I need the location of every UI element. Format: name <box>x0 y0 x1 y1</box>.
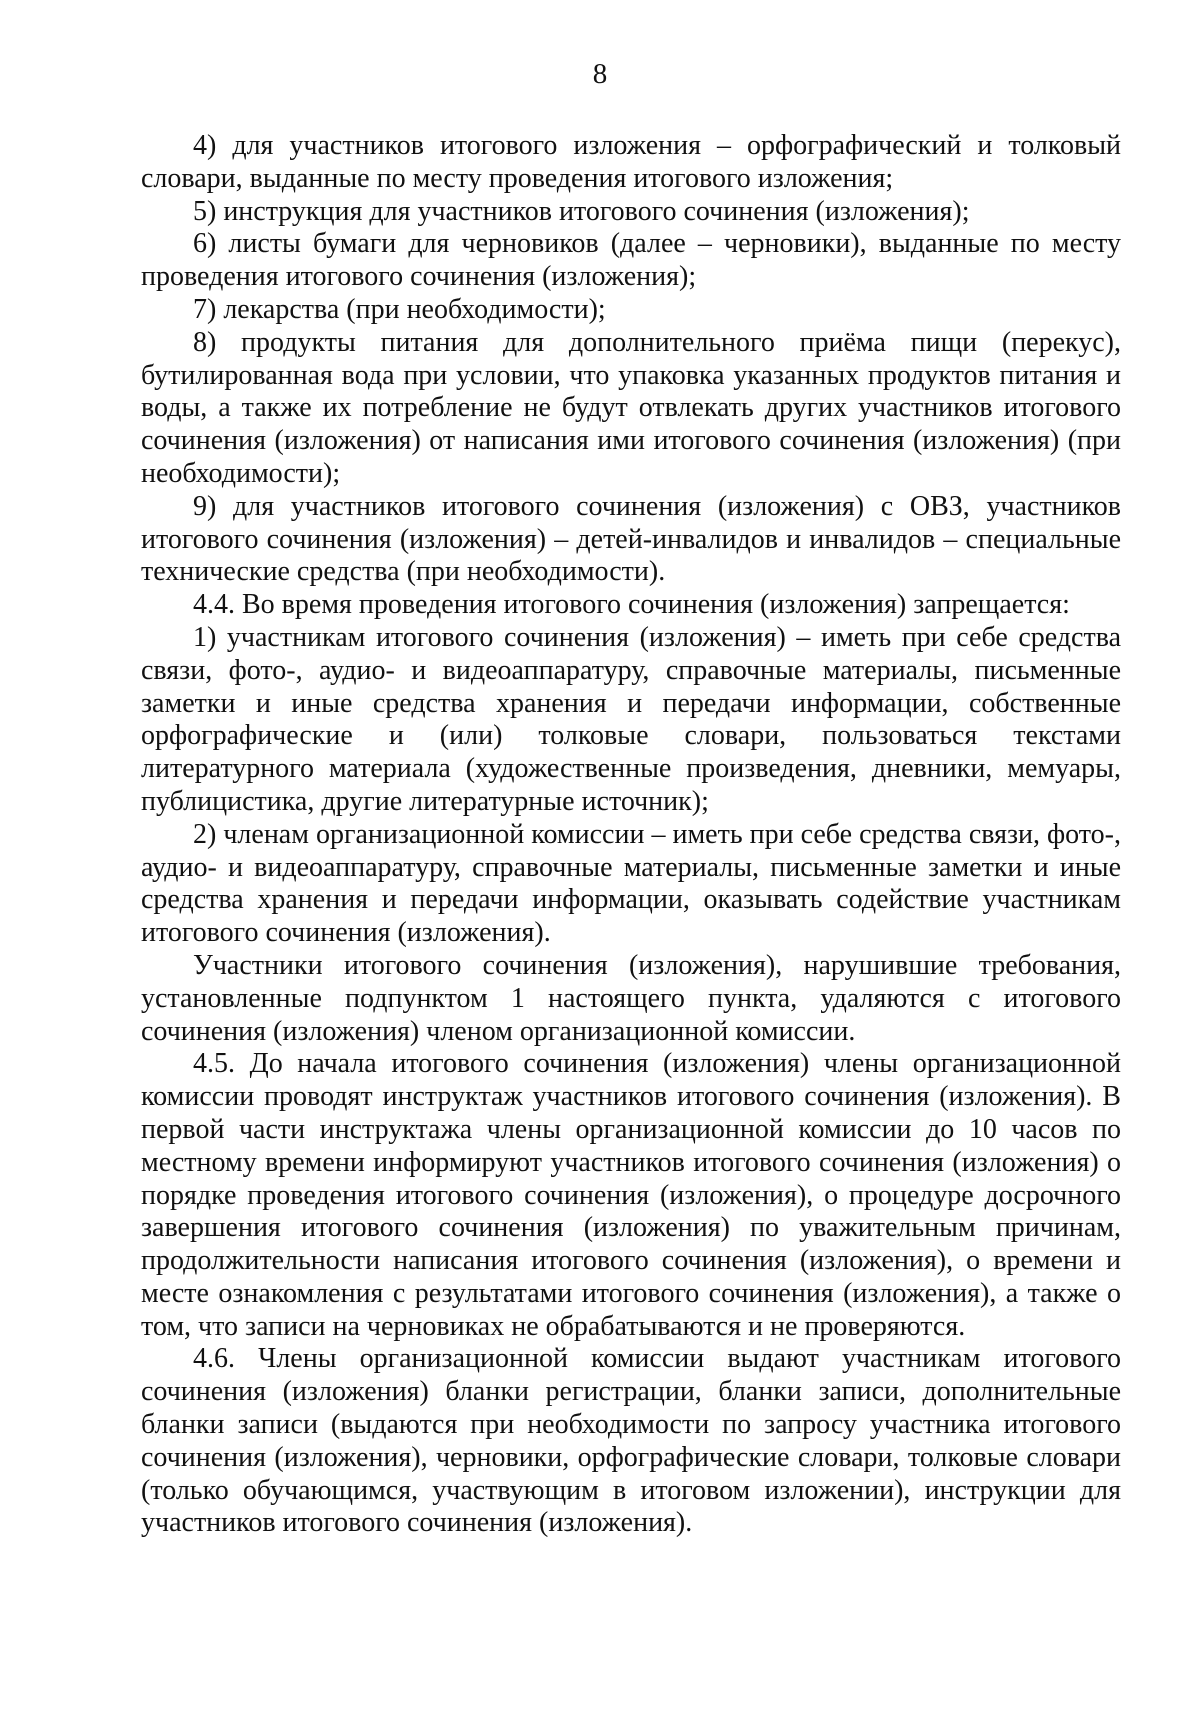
page-number: 8 <box>592 58 608 90</box>
section-4-4-heading: 4.4. Во время проведения итогового сочинения (изложения) запрещается: <box>193 589 1070 621</box>
prohibition-participants: 1) участникам итогового сочинения (изложения) – иметь при себе средства связи, фото-, аудио- и видеоаппаратуру, справочные материалы, письменные заметки и иные средства хранения и передачи информации, собственные орфографические и (или) толковые словари, пользоваться текстами литературного материала (художественные произведения, дневники, мемуары, публицистика, другие литературные источник); <box>141 621 1121 817</box>
list-item-medicine: 7) лекарства (при необходимости); <box>193 293 606 325</box>
list-item-technical-means: 9) для участников итогового сочинения (изложения) с ОВЗ, участников итогового сочинения (изложения) – детей-инвалидов и инвалидов – специальные технические средства (при необходимости). <box>141 490 1121 588</box>
list-item-food: 8) продукты питания для дополнительного приёма пищи (перекус), бутилированная вода при условии, что упаковка указанных продуктов питания и воды, а также их потребление не будут отвлекать других участников итогового сочинения (изложения) от написания ими итогового сочинения (изложения) (при необходимости); <box>141 326 1121 489</box>
document-body <box>141 130 1121 1540</box>
list-item-dictionaries: 4) для участников итогового изложения – орфографический и толковый словари, выданные по месту проведения итогового изложения; <box>141 130 1121 194</box>
list-item-instructions: 5) инструкция для участников итогового сочинения (изложения); <box>193 195 970 227</box>
prohibition-commission: 2) членам организационной комиссии – иметь при себе средства связи, фото-, аудио- и видеоаппаратуру, справочные материалы, письменные заметки и иные средства хранения и передачи информации, оказывать содействие участникам итогового сочинения (изложения). <box>141 818 1121 949</box>
removal-paragraph: Участники итогового сочинения (изложения), нарушившие требования, установленные подпунктом 1 настоящего пункта, удаляются с итогового сочинения (изложения) членом организационной комиссии. <box>141 949 1121 1047</box>
list-item-drafts: 6) листы бумаги для черновиков (далее – черновики), выданные по месту проведения итогового сочинения (изложения); <box>141 228 1121 293</box>
section-4-6: 4.6. Члены организационной комиссии выдают участникам итогового сочинения (изложения) бланки регистрации, бланки записи, дополнительные бланки записи (выдаются при необходимости по запросу участника итогового сочинения (изложения), черновики, орфографические словари, толковые словари (только обучающимся, участвующим в итоговом изложении), инструкции для участников итогового сочинения (изложения). <box>141 1343 1121 1539</box>
section-4-5: 4.5. До начала итогового сочинения (изложения) члены организационной комиссии проводят инструктаж участников итогового сочинения (изложения). В первой части инструктажа члены организационной комиссии до 10 часов по местному времени информируют участников итогового сочинения (изложения) о порядке проведения итогового сочинения (изложения), о процедуре досрочного завершения итогового сочинения (изложения) по уважительным причинам, продолжительности написания итогового сочинения (изложения), о времени и месте ознакомления с результатами итогового сочинения (изложения), а также о том, что записи на черновиках не обрабатываются и не проверяются. <box>141 1048 1121 1342</box>
